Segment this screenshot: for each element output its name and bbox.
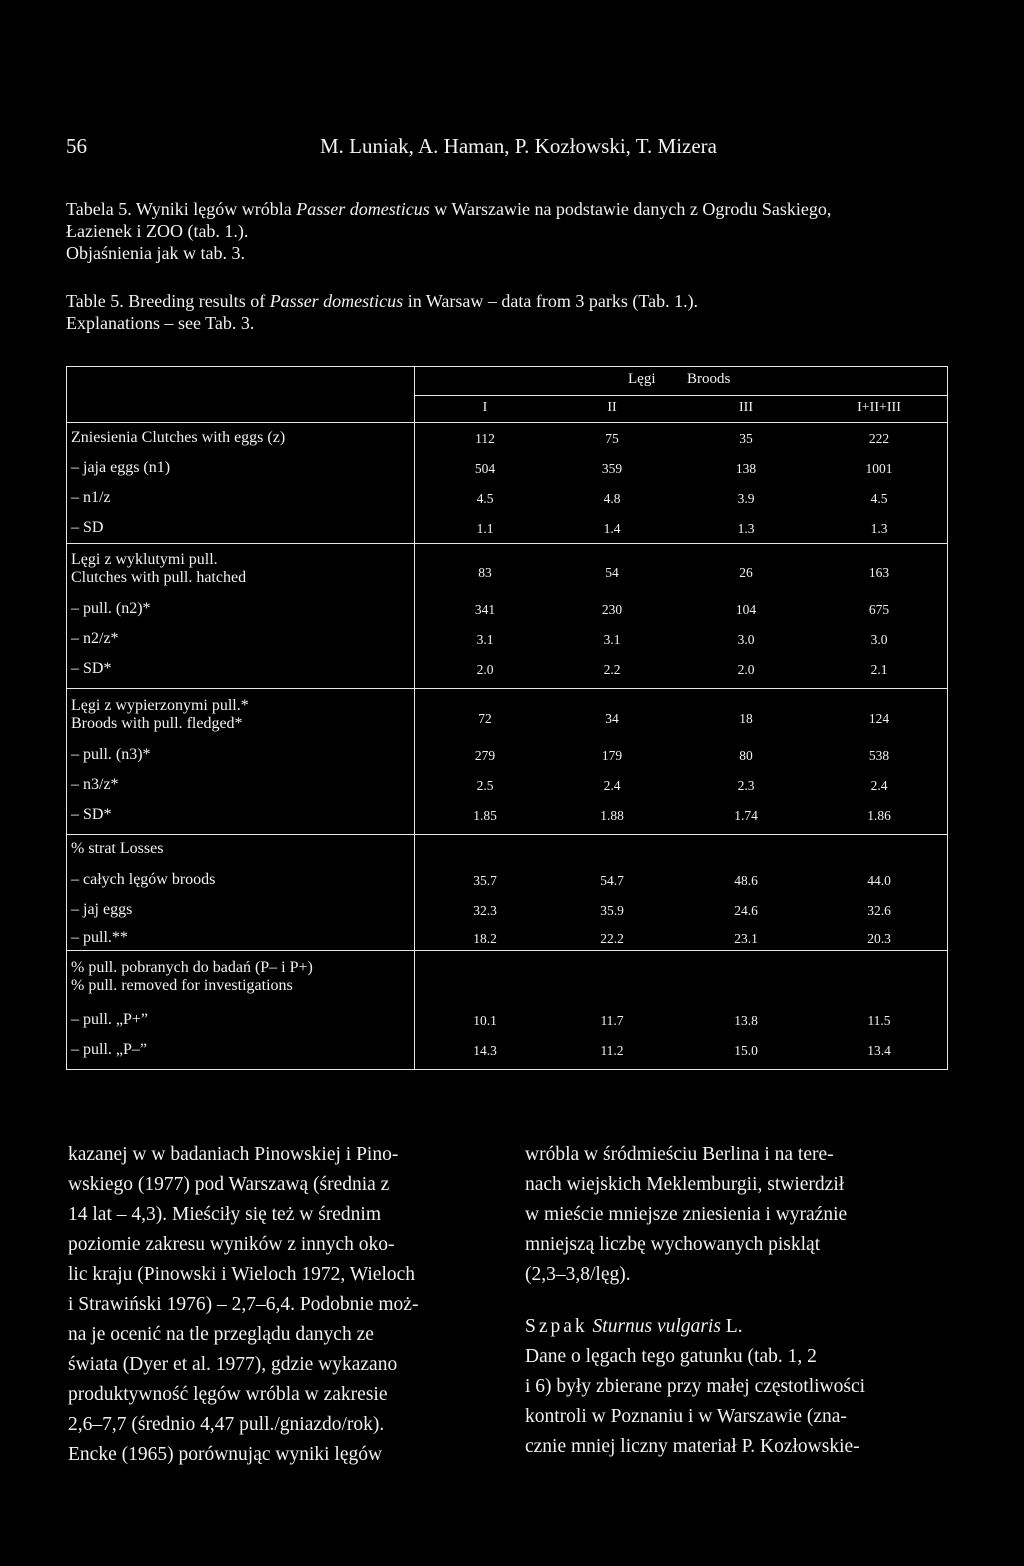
text-line: i 6) były zbierane przy małej częstotliwości [525,1376,866,1397]
table-cell: 14.3 [473,1043,497,1058]
table-row-label-line: Lęgi z wyklutymi pull. [71,551,218,568]
table-row-label-line: % pull. pobranych do badań (P– i P+) [71,959,313,976]
table-cell: 1.86 [867,808,891,823]
table-cell: 80 [739,748,753,763]
table-row-label [71,959,313,995]
table-row-label-line: – całych lęgów broods [71,871,216,888]
table-row-label-line: – pull.** [71,929,128,946]
table-row-label [71,660,111,678]
table-group-header-pl: Lęgi [628,371,656,387]
table-cell: 18.2 [473,931,497,946]
table-row-label [71,840,163,858]
table-cell: 32.6 [867,903,891,918]
table-row-label [71,630,119,648]
text-line: cznie mniej liczny materiał P. Kozłowskie- [525,1436,860,1457]
table-divider [67,688,947,689]
table-cell: 11.2 [600,1043,624,1058]
text-line: nach wiejskich Meklemburgii, stwierdził [525,1174,845,1195]
table-cell: 1001 [865,461,893,476]
text-line: i Strawiński 1976) – 2,7–6,4. Podobnie moż- [68,1294,419,1315]
table-cell: 13.4 [867,1043,891,1058]
table-cell: 2.1 [870,662,888,677]
text-line: mniejszą liczbę wychowanych piskląt [525,1234,821,1255]
table-row-label [71,929,128,947]
table-cell: 10.1 [473,1013,497,1028]
table-cell: 230 [601,602,623,617]
caption-en-text-a: Table 5. Breeding results of [66,291,270,311]
text-line: w mieście mniejsze zniesienia i wyraźnie [525,1204,848,1225]
table-cell: 124 [868,711,890,726]
table-cell: 35.9 [600,903,624,918]
table-cell: 1.1 [476,521,494,536]
table-cell: 15.0 [734,1043,758,1058]
table-row-label [71,489,111,507]
table-cell: 20.3 [867,931,891,946]
section-heading-species-pl: Szpak [525,1316,588,1337]
table-cell: 2.2 [603,662,621,677]
text-line: kazanej w w badaniach Pinowskiej i Pino- [68,1144,399,1165]
table-row-label-line: – n3/z* [71,776,119,793]
table-cell: 23.1 [734,931,758,946]
table-cell: 359 [601,461,623,476]
caption-en-line2: Explanations – see Tab. 3. [66,313,255,333]
caption-pl-text-a: Tabela 5. Wyniki lęgów wróbla [66,199,297,219]
table-cell: 26 [739,565,753,580]
text-line: 14 lat – 4,3). Mieściły się też w średnim [68,1204,382,1225]
table-cell: 675 [868,602,890,617]
running-header-authors: M. Luniak, A. Haman, P. Kozłowski, T. Mizera [320,134,718,158]
table-row-label-line: Clutches with pull. hatched [71,569,247,586]
table-divider [67,950,947,951]
table-cell: 504 [474,461,496,476]
table-cell: 1.74 [734,808,758,823]
table-cell: 4.5 [476,491,494,506]
table-cell: 4.8 [603,491,621,506]
table-row-label [71,1011,148,1029]
caption-en-species: Passer domesticus [269,291,404,311]
text-line: wskiego (1977) pod Warszawą (średnia z [68,1174,390,1195]
table-cell: 1.3 [870,521,888,536]
table-row-label-line: – pull. (n2)* [71,600,151,617]
table-row-label-line: – SD [71,519,104,536]
table-cell: 13.8 [734,1013,758,1028]
table-divider [414,395,947,396]
table-row-label-line: Broods with pull. fledged* [71,715,243,732]
section-heading-author: L. [720,1316,743,1337]
table-cell: 3.0 [870,632,888,647]
text-line: wróbla w śródmieściu Berlina i na tere- [525,1144,834,1165]
table-cell: 2.0 [737,662,755,677]
caption-pl-text-b: w Warszawie na podstawie danych z Ogrodu Saskiego, [429,199,832,219]
table-cell: 32.3 [473,903,497,918]
table-row-label [71,551,246,587]
body-column-left [68,1140,496,1470]
table-row-label [71,871,215,889]
table-cell: 72 [478,711,492,726]
column-header: I+II+III [857,400,901,415]
caption-en-text-b: in Warsaw – data from 3 parks (Tab. 1.). [403,291,699,311]
section-heading [525,1312,953,1342]
table-caption-english [66,290,966,334]
table-divider [67,422,947,423]
table-row-label-line: – SD* [71,806,112,823]
table-cell: 1.85 [473,808,497,823]
table-row-label-line: – jaja eggs (n1) [71,459,171,476]
table-row-label [71,459,170,477]
table-cell: 163 [868,565,890,580]
table-cell: 11.7 [600,1013,624,1028]
table-row-label-line: Zniesienia Clutches with eggs (z) [71,429,286,446]
page-number: 56 [66,134,87,158]
table-cell: 179 [601,748,623,763]
table-row-label-line: – pull. „P+” [71,1011,149,1028]
column-header: III [739,400,753,415]
table-cell: 138 [735,461,757,476]
table-row-label-line: Lęgi z wypierzonymi pull.* [71,697,249,714]
table-cell: 34 [605,711,619,726]
table-cell: 2.4 [603,778,621,793]
table-row-label-line: – SD* [71,660,112,677]
table-cell: 2.3 [737,778,755,793]
table-row-label [71,519,103,537]
text-line: (2,3–3,8/lęg). [525,1264,631,1285]
table-row-label [71,600,151,618]
text-line: Dane o lęgach tego gatunku (tab. 1, 2 [525,1346,817,1367]
table-row-label [71,1041,147,1059]
table-cell: 222 [868,431,890,446]
table-divider [67,834,947,835]
table-cell: 1.4 [603,521,621,536]
table-row-label-line: – jaj eggs [71,901,133,918]
table-cell: 24.6 [734,903,758,918]
breeding-results-table [66,366,948,1070]
table-cell: 35 [739,431,753,446]
text-line: 2,6–7,7 (średnio 4,47 pull./gniazdo/rok). [68,1414,385,1435]
table-cell: 3.1 [603,632,621,647]
table-divider [67,543,947,544]
table-cell: 22.2 [600,931,624,946]
table-cell: 1.88 [600,808,624,823]
table-row-label-line: – pull. (n3)* [71,746,151,763]
text-line: na je ocenić na tle przeglądu danych ze [68,1324,374,1345]
table-caption-polish [66,198,966,264]
table-group-header-en: Broods [687,371,731,387]
table-cell: 3.9 [737,491,755,506]
table-row-label [71,429,285,447]
caption-pl-species: Passer domesticus [296,199,430,219]
table-row-label-line: – n2/z* [71,630,119,647]
section-heading-species: Sturnus vulgaris [592,1316,721,1337]
text-line: lic kraju (Pinowski i Wieloch 1972, Wieloch [68,1264,416,1285]
table-cell: 4.5 [870,491,888,506]
table-cell: 75 [605,431,619,446]
table-row-label [71,776,119,794]
table-row-label-line: % pull. removed for investigations [71,977,293,994]
table-row-label-line: – pull. „P–” [71,1041,147,1058]
table-cell: 54 [605,565,619,580]
table-cell: 3.1 [476,632,494,647]
table-row-label [71,901,132,919]
table-cell: 2.5 [476,778,494,793]
table-cell: 3.0 [737,632,755,647]
table-cell: 341 [474,602,496,617]
table-cell: 18 [739,711,753,726]
table-cell: 54.7 [600,873,624,888]
column-header: II [607,400,617,415]
text-line: produktywność lęgów wróbla w zakresie [68,1384,388,1405]
table-cell: 2.0 [476,662,494,677]
table-row-label-line: – n1/z [71,489,111,506]
table-row-label [71,697,249,733]
body-column-right [525,1140,953,1462]
table-cell: 1.3 [737,521,755,536]
text-line: świata (Dyer et al. 1977), gdzie wykazano [68,1354,398,1375]
table-cell: 112 [475,431,495,446]
text-line: Encke (1965) porównując wyniki lęgów [68,1444,383,1465]
table-row-label [71,806,111,824]
table-cell: 44.0 [867,873,891,888]
table-cell: 83 [478,565,492,580]
table-cell: 538 [868,748,890,763]
column-header: I [482,400,488,415]
text-line: poziomie zakresu wyników z innych oko- [68,1234,395,1255]
text-line: kontroli w Poznaniu i w Warszawie (zna- [525,1406,847,1427]
table-cell: 2.4 [870,778,888,793]
table-row-label [71,746,151,764]
caption-pl-line2: Łazienek i ZOO (tab. 1.). [66,221,249,241]
table-cell: 279 [474,748,496,763]
table-divider [414,367,415,1069]
table-row-label-line: % strat Losses [71,840,164,857]
table-cell: 11.5 [867,1013,891,1028]
caption-pl-line3: Objaśnienia jak w tab. 3. [66,243,245,263]
table-cell: 35.7 [473,873,497,888]
table-cell: 48.6 [734,873,758,888]
table-cell: 104 [735,602,757,617]
